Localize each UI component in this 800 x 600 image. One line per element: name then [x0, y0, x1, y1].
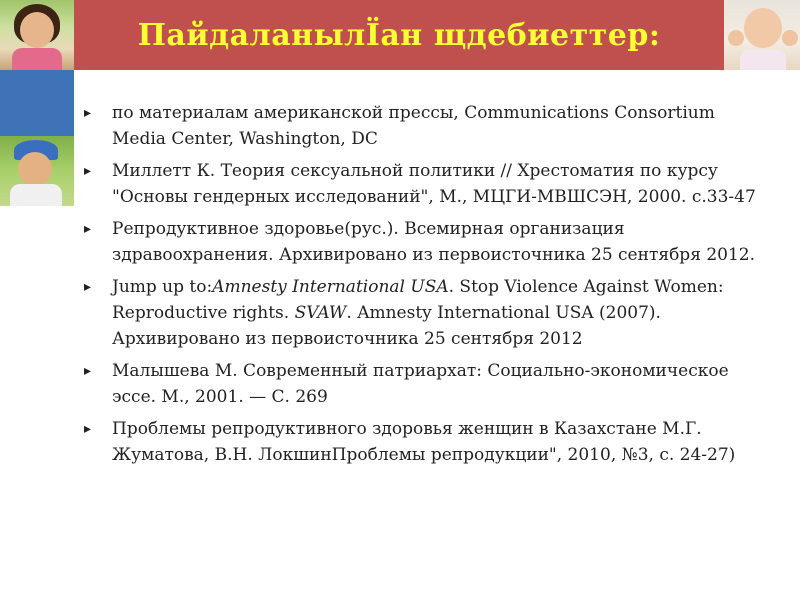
reference-text: Репродуктивное здоровье(рус.). Всемирная организация здравоохранения. Архивировано из первоисточника 25 сентября 2012. — [112, 219, 755, 265]
reference-item — [84, 358, 764, 410]
child-photo-top-left — [0, 0, 74, 70]
reference-text: Проблемы репродуктивного здоровья женщин в Казахстане М.Г. Жуматова, В.Н. ЛокшинПроблемы репродукции", 2010, №3, с. 24-27) — [112, 419, 736, 465]
title-bar — [74, 0, 724, 70]
photo-shirt — [12, 48, 62, 70]
reference-text: Jump up to: — [112, 277, 213, 297]
photo-shirt — [10, 184, 62, 206]
bullet-icon: ▸ — [84, 105, 92, 121]
references-list — [84, 100, 764, 468]
bullet-icon: ▸ — [84, 221, 92, 237]
reference-italic-text: Amnesty International USA — [212, 277, 449, 297]
baby-photo-top-right — [724, 0, 800, 70]
photo-face — [20, 12, 54, 48]
photo-hand — [728, 30, 744, 46]
bullet-icon: ▸ — [84, 279, 92, 295]
reference-item — [84, 416, 764, 468]
reference-text: Малышева М. Современный патриархат: Социально-экономическое эссе. М., 2001. — С. 269 — [112, 361, 729, 407]
bullet-icon: ▸ — [84, 363, 92, 379]
boy-photo-left — [0, 136, 74, 206]
references-section — [84, 100, 764, 474]
bullet-icon: ▸ — [84, 163, 92, 179]
reference-text: по материалам американской прессы, Communications Consortium Media Center, Washington, DC — [112, 103, 715, 149]
bullet-icon: ▸ — [84, 421, 92, 437]
photo-face — [18, 152, 52, 186]
photo-clothes — [740, 50, 786, 70]
photo-hand — [782, 30, 798, 46]
reference-item — [84, 216, 764, 268]
reference-italic-text: SVAW — [294, 303, 347, 323]
reference-text: . Stop Violence Against Women: Reproductive rights. — [112, 277, 724, 323]
reference-text: . Amnesty International USA (2007). Архивировано из первоисточника 25 сентября 2012 — [112, 303, 661, 349]
page-title: ПайдаланылЇан щдебиеттер: — [137, 17, 661, 53]
reference-item — [84, 100, 764, 152]
reference-item — [84, 158, 764, 210]
blue-accent-block — [0, 70, 74, 136]
reference-text: Миллетт К. Теория сексуальной политики // Хрестоматия по курсу "Основы гендерных исследований", М., МЦГИ-МВШСЭН, 2000. с.33-47 — [112, 161, 756, 207]
reference-item — [84, 274, 764, 352]
photo-face — [744, 8, 782, 48]
